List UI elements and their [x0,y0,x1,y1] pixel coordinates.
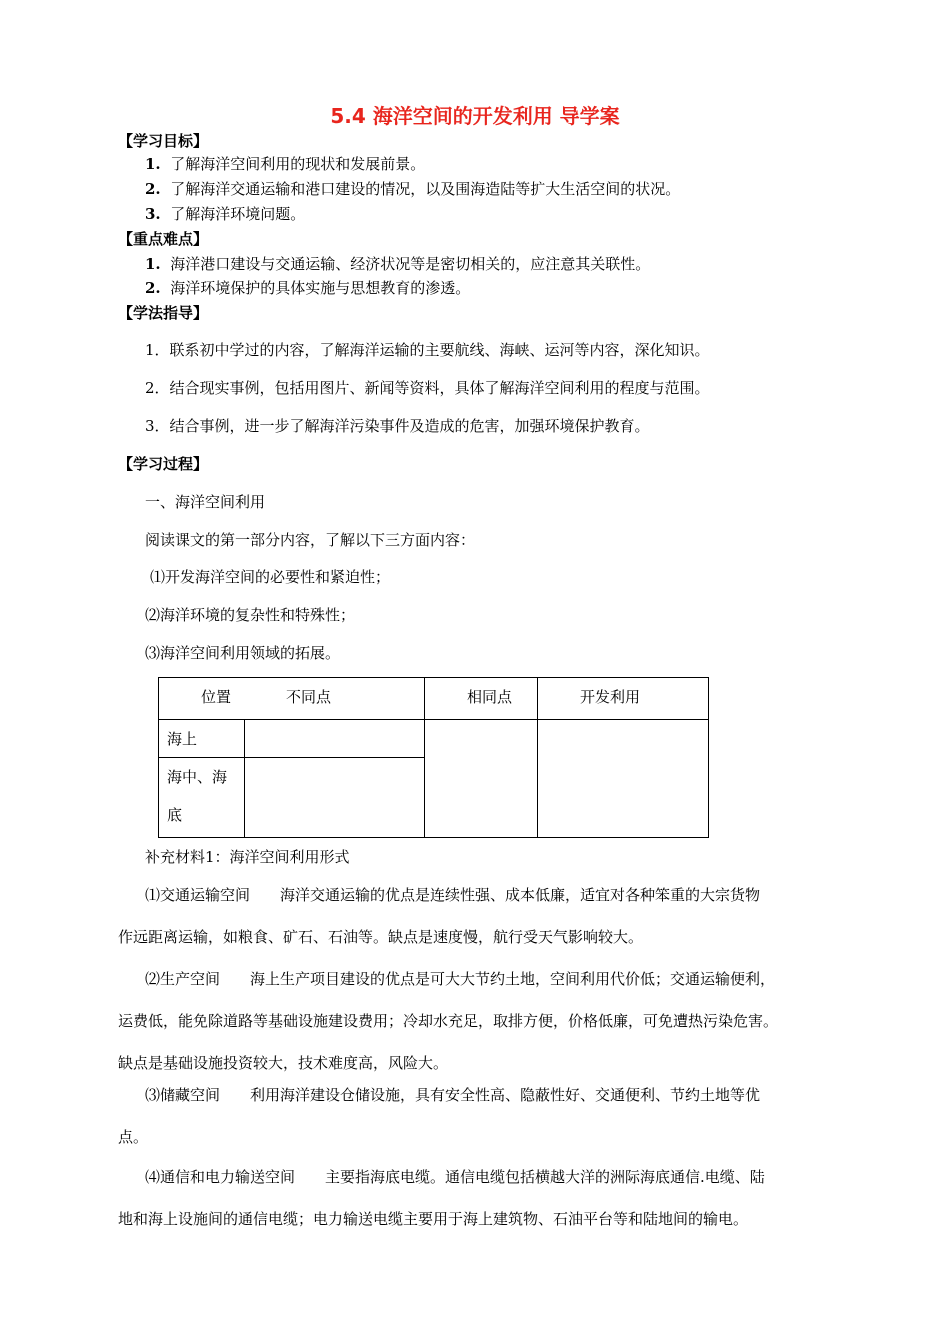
table-row [159,720,709,758]
supplement-line: 点。 [118,1128,149,1146]
table-cell [159,720,245,758]
supplement-label: 补充材料1：海洋空间利用形式 [145,848,350,866]
key-number: 1. [145,255,161,273]
header-difference: 不同点 [286,688,332,706]
goal-text: 了解海洋环境问题。 [170,205,306,223]
row-label-sea-surface: 海上 [167,730,198,748]
process-point: ⑴开发海洋空间的必要性和紧迫性； [150,568,391,586]
key-text: 海洋环境保护的具体实施与思想教育的渗透。 [170,279,471,297]
process-point: ⑶海洋空间利用领域的拓展。 [145,644,341,662]
method-item: 2．结合现实事例，包括用图片、新闻等资料，具体了解海洋空间利用的程度与范围。 [145,379,710,397]
goal-number: 3. [145,205,161,223]
goals-heading: 【学习目标】 [118,132,209,150]
goal-text: 了解海洋交通运输和港口建设的情况，以及围海造陆等扩大生活空间的状况。 [170,180,681,198]
table-header-cell [244,678,425,720]
process-section: 一、海洋空间利用 [145,493,266,511]
table-header-cell [538,678,709,720]
table-cell [244,720,425,758]
table-header-cell [425,678,538,720]
table-header-row [159,678,709,720]
header-position: 位置 [201,688,232,706]
supplement-line: 地和海上设施间的通信电缆；电力输送电缆主要用于海上建筑物、石油平台等和陆地间的输电。 [118,1210,749,1228]
goal-item [145,153,425,174]
goal-text: 了解海洋空间利用的现状和发展前景。 [170,155,426,173]
table-cell [425,720,538,838]
header-similarity: 相同点 [467,688,513,706]
row-label-line: 底 [167,806,183,824]
table-header-cell [159,678,245,720]
key-text: 海洋港口建设与交通运输、经济状况等是密切相关的，应注意其关联性。 [170,255,651,273]
supplement-line: ⑷通信和电力输送空间 主要指海底电缆。通信电缆包括横越大洋的洲际海底通信.电缆、陆 [145,1168,765,1186]
table-cell [538,720,709,838]
table-cell [244,758,425,838]
row-label-undersea [159,758,244,834]
supplement-line: 运费低，能免除道路等基础设施建设费用；冷却水充足，取排方便，价格低廉，可免遭热污染危害。 [118,1012,779,1030]
method-item: 3．结合事例，进一步了解海洋污染事件及造成的危害，加强环境保护教育。 [145,417,650,435]
document-title: 5.4 海洋空间的开发利用 导学案 [330,104,620,128]
supplement-line: 缺点是基础设施投资较大，技术难度高，风险大。 [118,1054,449,1072]
goal-item [145,178,680,199]
row-label-line: 海中、海 [167,768,228,786]
goal-item [145,203,305,224]
process-intro: 阅读课文的第一部分内容，了解以下三方面内容： [145,531,476,549]
supplement-line: ⑵生产空间 海上生产项目建设的优点是可大大节约土地，空间利用代价低；交通运输便利， [145,970,776,988]
key-item [145,277,470,298]
goal-number: 1. [145,155,161,173]
process-point: ⑵海洋环境的复杂性和特殊性； [145,606,356,624]
header-utilization: 开发利用 [580,688,641,706]
method-item: 1．联系初中学过的内容，了解海洋运输的主要航线、海峡、运河等内容，深化知识。 [145,341,710,359]
key-item [145,253,650,274]
supplement-line: ⑶储藏空间 利用海洋建设仓储设施，具有安全性高、隐蔽性好、交通便利、节约土地等优 [145,1086,761,1104]
comparison-table [158,677,709,838]
supplement-line: ⑴交通运输空间 海洋交通运输的优点是连续性强、成本低廉，适宜对各种笨重的大宗货物 [145,886,761,904]
supplement-line: 作远距离运输，如粮食、矿石、石油等。缺点是速度慢，航行受天气影响较大。 [118,928,644,946]
method-heading: 【学法指导】 [118,304,209,322]
table-cell [159,758,245,838]
key-number: 2. [145,279,161,297]
key-heading: 【重点难点】 [118,230,209,248]
goal-number: 2. [145,180,161,198]
process-heading: 【学习过程】 [118,455,209,473]
